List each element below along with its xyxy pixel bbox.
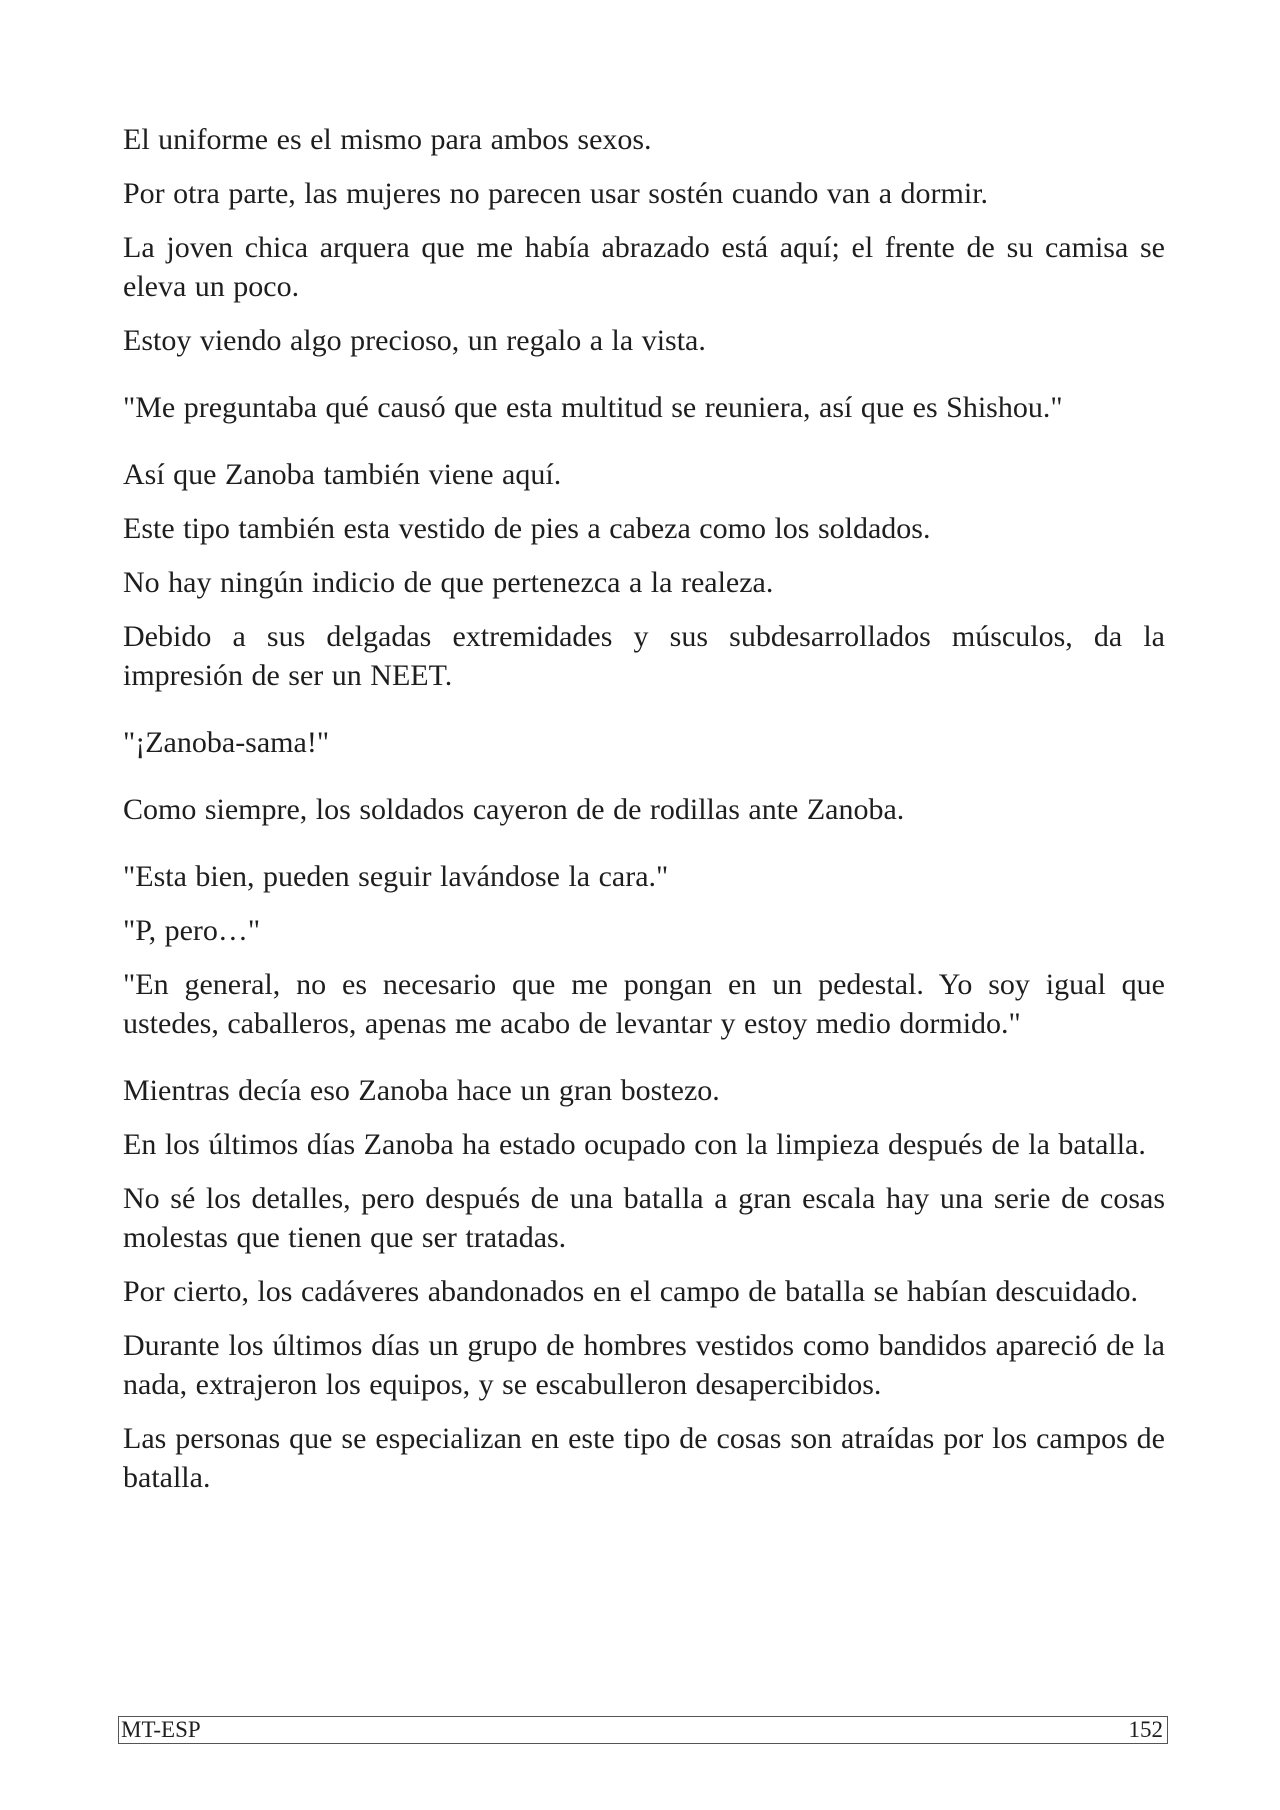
page-number: 152 bbox=[1128, 1717, 1163, 1742]
paragraph: En los últimos días Zanoba ha estado ocupado con la limpieza después de la batalla. bbox=[123, 1128, 1146, 1161]
paragraph: No hay ningún indicio de que pertenezca a la realeza. bbox=[123, 566, 774, 599]
dialogue-paragraph: "¡Zanoba-sama!" bbox=[123, 726, 330, 759]
paragraph: La joven chica arquera que me había abrazado está aquí; el frente de su camisa se eleva un poco. bbox=[123, 231, 1165, 303]
paragraph: Así que Zanoba también viene aquí. bbox=[123, 458, 562, 491]
paragraph: Debido a sus delgadas extremidades y sus subdesarrollados músculos, da la impresión de ser un NEET. bbox=[123, 620, 1165, 692]
paragraph: Por cierto, los cadáveres abandonados en el campo de batalla se habían descuidado. bbox=[123, 1275, 1138, 1308]
dialogue-paragraph: "Esta bien, pueden seguir lavándose la cara." bbox=[123, 860, 669, 893]
paragraph: Mientras decía eso Zanoba hace un gran bostezo. bbox=[123, 1074, 720, 1107]
dialogue-paragraph: "En general, no es necesario que me pongan en un pedestal. Yo soy igual que ustedes, caballeros, apenas me acabo de levantar y estoy medio dormido." bbox=[123, 968, 1165, 1040]
dialogue-paragraph: "Me preguntaba qué causó que esta multitud se reuniera, así que es Shishou." bbox=[123, 391, 1063, 424]
paragraph: El uniforme es el mismo para ambos sexos. bbox=[123, 123, 652, 156]
paragraph: Estoy viendo algo precioso, un regalo a la vista. bbox=[123, 324, 706, 357]
paragraph: Por otra parte, las mujeres no parecen usar sostén cuando van a dormir. bbox=[123, 177, 989, 210]
page-footer bbox=[118, 1716, 1168, 1744]
footer-label: MT-ESP bbox=[121, 1717, 201, 1742]
paragraph: Como siempre, los soldados cayeron de de rodillas ante Zanoba. bbox=[123, 793, 905, 826]
paragraph: Las personas que se especializan en este tipo de cosas son atraídas por los campos de batalla. bbox=[123, 1422, 1165, 1494]
paragraph: Este tipo también esta vestido de pies a cabeza como los soldados. bbox=[123, 512, 931, 545]
dialogue-paragraph: "P, pero…" bbox=[123, 914, 261, 947]
paragraph: No sé los detalles, pero después de una batalla a gran escala hay una serie de cosas molestas que tienen que ser tratadas. bbox=[123, 1182, 1165, 1254]
body-text bbox=[123, 120, 1165, 1512]
paragraph: Durante los últimos días un grupo de hombres vestidos como bandidos apareció de la nada, extrajeron los equipos, y se escabulleron desapercibidos. bbox=[123, 1329, 1165, 1401]
